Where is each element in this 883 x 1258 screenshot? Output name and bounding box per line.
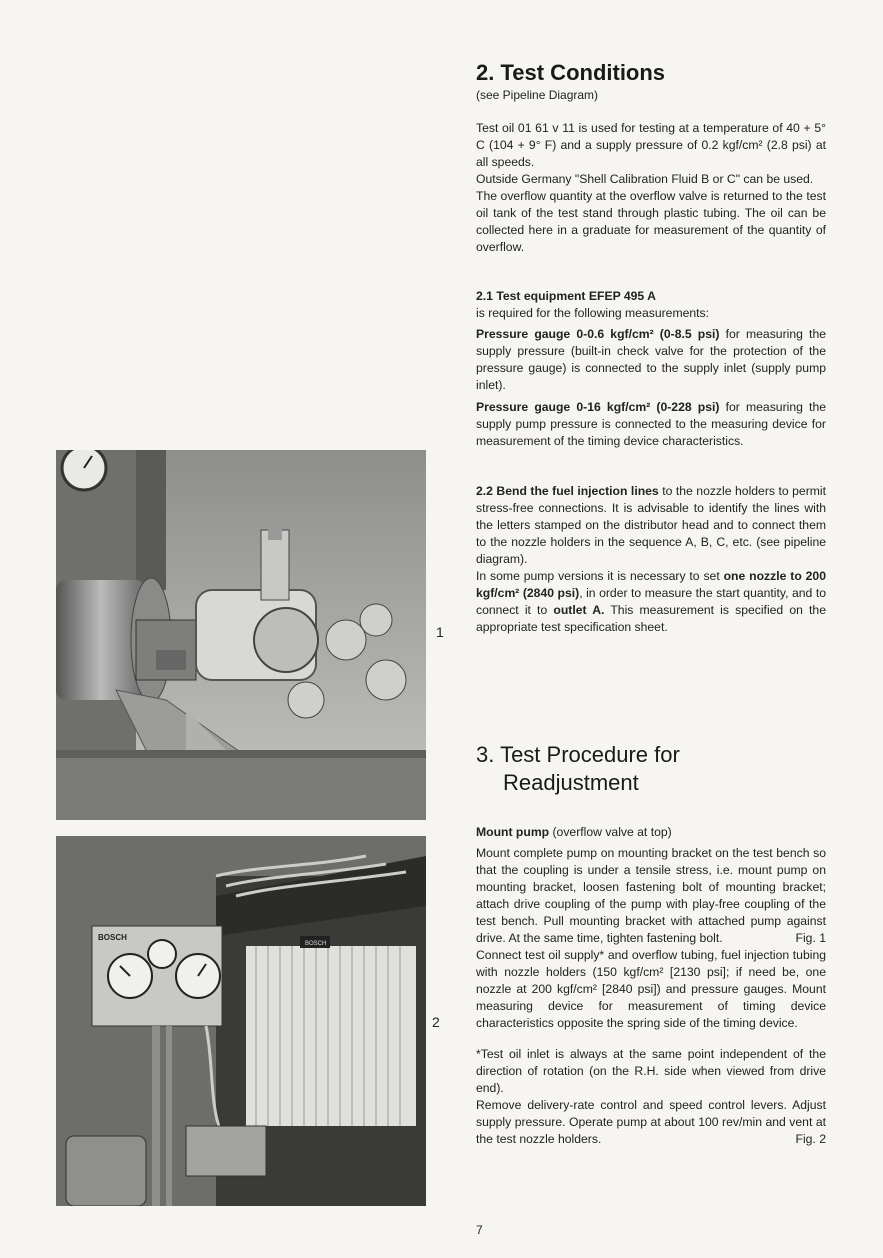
section-2-2-paragraph-2 <box>476 568 826 636</box>
section-3-title <box>476 741 826 797</box>
figure-1-number: 1 <box>436 624 444 640</box>
section-2-2-text-1: to the nozzle holders to permit stress-free connections. It is advisable to identify the lines with the letters stamped on the distributor head and to connect them to the nozzle holders in the sequence A, B, C, etc. (see pipeline diagram). <box>476 484 826 566</box>
figure-1-illustration <box>56 450 426 820</box>
mount-pump-label: Mount pump <box>476 825 550 839</box>
section-2-1 <box>476 288 826 450</box>
mount-paragraph-3 <box>476 1097 826 1148</box>
gauge-2-label: Pressure gauge 0-16 kgf/cm² (0-228 psi) <box>476 400 720 414</box>
fig-1-reference: Fig. 1 <box>795 931 826 945</box>
section-3-title-block <box>476 741 826 797</box>
section-3-title-line-2: Readjustment <box>503 770 639 795</box>
pressure-gauge-panel <box>92 926 222 1026</box>
section-3-body <box>476 824 826 1148</box>
paragraph-outside-germany: Outside Germany "Shell Calibration Fluid B or C" can be used. <box>476 172 814 186</box>
section-2-1-intro: is required for the following measurements: <box>476 306 710 320</box>
section-2-1-heading <box>476 288 826 305</box>
section-2-body <box>476 120 826 256</box>
mount-pump-note: (overflow valve at top) <box>549 825 672 839</box>
test-oil-note: *Test oil inlet is always at the same point independent of the direction of rotation (on the R.H. side when viewed from drive end). <box>476 1047 826 1095</box>
gauge-2-text: for measuring the supply pump pressure is connected to the measuring device for measurement of the timing device characteristics. <box>476 400 826 448</box>
section-2-2-text-2e: This measurement is specified on the appropriate test specification sheet. <box>476 603 826 634</box>
mount-pump-heading <box>476 824 826 841</box>
gauge-2-paragraph <box>476 399 826 450</box>
gauge-panel-brand: BOSCH <box>98 933 127 942</box>
fig-2-reference: Fig. 2 <box>795 1132 826 1146</box>
mount-paragraph-1 <box>476 845 826 947</box>
figure-2-illustration <box>56 836 426 1206</box>
section-2-subtitle: (see Pipeline Diagram) <box>476 88 599 102</box>
section-2-2-text-2a: In some pump versions it is necessary to set <box>476 569 724 583</box>
mount-text-1: Mount complete pump on mounting bracket on the test bench so that the coupling is under a tensile stress, i.e. mount pump on mounting bracket, loosen fastening bolt of mounting bracket; attach drive coupling of the pump with play-free coupling of the test bench. Pull mounting bracket with attached pump against drive. At the same time, tighten fastening bolt. <box>476 846 826 945</box>
section-2-2-outlet: outlet A. <box>553 603 605 617</box>
paragraph-overflow: The overflow quantity at the overflow valve is returned to the test oil tank of the test stand through plastic tubing. The oil can be collected here in a graduate for measurement of the quantity of overflow. <box>476 189 826 254</box>
section-2 <box>476 60 826 102</box>
section-2-2-paragraph-1 <box>476 483 826 568</box>
gauge-1-paragraph <box>476 326 826 394</box>
gauge-1-text: for measuring the supply pressure (built-in check valve for the protection of the pressure gauge) is connected to the supply inlet (supply pump inlet). <box>476 327 826 392</box>
section-2-2-nozzle-setting: one nozzle to 200 kgf/cm² (2840 psi) <box>476 569 826 600</box>
section-2-title: 2. Test Conditions <box>476 60 666 85</box>
test-bench-tubes <box>246 936 416 1126</box>
pressure-gauge-icon <box>148 940 176 968</box>
figure-1-photo <box>56 450 426 820</box>
section-2-2 <box>476 483 826 636</box>
paragraph-test-oil: Test oil 01 61 v 11 is used for testing at a temperature of 40 + 5° C (104 + 9° F) and a supply pressure of 0.2 kgf/cm² (2.8 psi) at all speeds. <box>476 121 826 169</box>
gauge-1-label: Pressure gauge 0-0.6 kgf/cm² (0-8.5 psi) <box>476 327 720 341</box>
page-number: 7 <box>476 1223 483 1237</box>
section-2-2-text-2c: , in order to measure the start quantity, and to connect it to <box>476 586 826 617</box>
mount-text-3: Remove delivery-rate control and speed control levers. Adjust supply pressure. Operate pump at about 100 rev/min and vent at the test nozzle holders. <box>476 1098 826 1146</box>
section-3-title-line-1: 3. Test Procedure for <box>476 742 680 767</box>
bench-brand-label: BOSCH <box>305 941 327 947</box>
section-2-2-heading: 2.2 Bend the fuel injection lines <box>476 484 659 498</box>
gauge-icon <box>62 450 106 490</box>
figure-2-number: 2 <box>432 1014 440 1030</box>
drive-motor-2 <box>66 1136 146 1206</box>
figure-2-photo <box>56 836 426 1206</box>
mount-paragraph-2: Connect test oil supply* and overflow tubing, fuel injection tubing with nozzle holders (150 kgf/cm² [2130 psi]; if need be, one nozzle at 200 kgf/cm² [2840 psi]) and pressure gauges. Mount measuring device for measurement of timing device characteristics opposite the spring side of the timing device. <box>476 948 826 1030</box>
section-2-1-heading-text: 2.1 Test equipment EFEP 495 A <box>476 289 656 303</box>
